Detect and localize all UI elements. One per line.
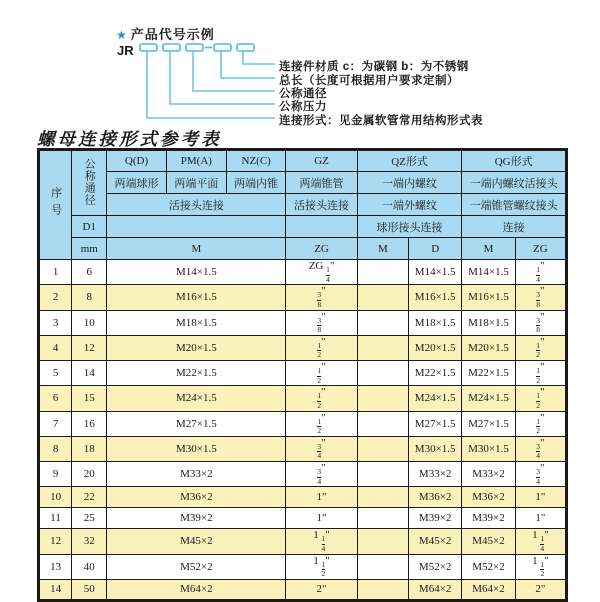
- table-cell: M39×2: [107, 508, 286, 529]
- table-cell: 14: [72, 361, 107, 386]
- table-cell: M22×1.5: [462, 361, 515, 386]
- table-cell: 16: [72, 411, 107, 436]
- table-cell: M20×1.5: [409, 335, 462, 360]
- header-blank-left: [107, 216, 286, 238]
- table-cell: M33×2: [409, 462, 462, 487]
- table-cell: 32: [72, 529, 107, 554]
- table-cell: 3: [39, 310, 72, 335]
- fraction: $\frac{1}{2}$: [536, 366, 540, 385]
- table-cell: M64×2: [107, 579, 286, 600]
- table-cell: $\frac{1}{2}$ ": [515, 386, 566, 411]
- table-cell: $\frac{3}{8}$ ": [286, 310, 357, 335]
- table-cell: 10: [39, 487, 72, 508]
- header-col-nz: NZ(C): [227, 150, 286, 172]
- table-cell: [357, 260, 408, 285]
- fraction: $\frac{1}{4}$: [540, 534, 545, 553]
- table-cell: 1": [515, 487, 566, 508]
- table-cell: $\frac{1}{4}$ ": [515, 260, 566, 285]
- table-cell: 1": [286, 487, 357, 508]
- table-cell: 4: [39, 335, 72, 360]
- table-cell: ZG $\frac{1}{4}$ ": [286, 260, 357, 285]
- table-cell: 6: [72, 260, 107, 285]
- table-cell: 12: [72, 335, 107, 360]
- table-cell: M30×1.5: [462, 436, 515, 461]
- table-cell: 8: [39, 436, 72, 461]
- header-desc-qg2: 一端锥管螺纹接头: [462, 194, 567, 216]
- header-desc-nz: 两端内锥: [227, 172, 286, 194]
- table-cell: M45×2: [462, 529, 515, 554]
- star-icon: ★: [116, 28, 128, 42]
- fraction: $\frac{3}{4}$: [317, 441, 322, 461]
- table-cell: 22: [72, 487, 107, 508]
- table-cell: M14×1.5: [462, 260, 515, 285]
- lead-line-material: [243, 51, 275, 64]
- header-dn: 公称通径: [72, 150, 107, 216]
- table-cell: M16×1.5: [409, 285, 462, 310]
- fraction: $\frac{3}{4}$: [317, 467, 322, 486]
- code-box-5: [237, 44, 254, 51]
- label-nominal-pressure: 公称压力: [279, 101, 327, 113]
- table-cell: M22×1.5: [409, 361, 462, 386]
- table-cell: M30×1.5: [409, 436, 462, 461]
- table-row: [39, 310, 567, 335]
- table-cell: M52×2: [409, 554, 462, 579]
- table-header: [39, 150, 567, 260]
- table-row: [39, 554, 567, 579]
- table-cell: M18×1.5: [409, 310, 462, 335]
- header-col-qz: QZ形式: [357, 150, 462, 172]
- code-box-3: [186, 44, 203, 51]
- table-cell: M33×2: [107, 462, 286, 487]
- table-cell: [357, 361, 408, 386]
- table-cell: 1: [39, 260, 72, 285]
- table-cell: M33×2: [462, 462, 515, 487]
- table-cell: M24×1.5: [107, 386, 286, 411]
- header-col-pm: PM(A): [166, 150, 226, 172]
- table-cell: 1": [286, 508, 357, 529]
- label-nominal-diameter: 公称通径: [279, 88, 327, 100]
- table-cell: 15: [72, 386, 107, 411]
- table-cell: M18×1.5: [462, 310, 515, 335]
- table-cell: 1 $\frac{1}{2}$ ": [286, 554, 357, 579]
- header-col-gz: GZ: [286, 150, 357, 172]
- table-cell: 50: [72, 579, 107, 600]
- table-cell: M39×2: [462, 508, 515, 529]
- table-cell: M16×1.5: [462, 285, 515, 310]
- header-seq: 序号: [39, 150, 72, 260]
- table-cell: M22×1.5: [107, 361, 286, 386]
- table-cell: [357, 335, 408, 360]
- table-cell: 6: [39, 386, 72, 411]
- table-cell: 5: [39, 361, 72, 386]
- fraction: $\frac{3}{8}$: [536, 315, 540, 335]
- fraction: $\frac{1}{2}$: [317, 416, 322, 436]
- table-title: 螺母连接形式参考表: [37, 129, 222, 149]
- table-cell: M36×2: [462, 487, 515, 508]
- table-cell: [357, 411, 408, 436]
- table-row: [39, 462, 567, 487]
- table-cell: $\frac{1}{2}$ ": [515, 361, 566, 386]
- table-cell: M16×1.5: [107, 285, 286, 310]
- header-conn-qz: 球形接头连接: [357, 216, 462, 238]
- table-cell: M27×1.5: [409, 411, 462, 436]
- table-cell: M64×2: [462, 579, 515, 600]
- header-unit-m-qg: M: [462, 238, 515, 260]
- table-cell: 2": [286, 579, 357, 600]
- table-cell: 25: [72, 508, 107, 529]
- table-row: [39, 436, 567, 461]
- table-cell: $\frac{3}{8}$ ": [286, 285, 357, 310]
- lead-line-dn: [193, 51, 275, 91]
- table-cell: $\frac{1}{2}$ ": [286, 411, 357, 436]
- table-cell: 1 $\frac{1}{2}$ ": [515, 554, 566, 579]
- table-row: [39, 285, 567, 310]
- table-row: [39, 260, 567, 285]
- table-cell: M27×1.5: [462, 411, 515, 436]
- table-cell: M27×1.5: [107, 411, 286, 436]
- table-body: [39, 260, 567, 601]
- table-cell: M45×2: [409, 529, 462, 554]
- table-row: [39, 529, 567, 554]
- lead-line-form: [147, 51, 275, 118]
- table-cell: 14: [39, 579, 72, 600]
- header-desc-qz1: 一端内螺纹: [357, 172, 462, 194]
- code-box-4: [214, 44, 231, 51]
- fraction: $\frac{3}{4}$: [536, 467, 540, 486]
- table-row: [39, 386, 567, 411]
- table-cell: 2": [515, 579, 566, 600]
- header-d1: D1: [72, 216, 107, 238]
- table-cell: [357, 462, 408, 487]
- table-cell: 1 $\frac{1}{4}$ ": [515, 529, 566, 554]
- header-conn-qg: 连接: [462, 216, 567, 238]
- table-cell: 20: [72, 462, 107, 487]
- table-cell: [357, 285, 408, 310]
- header-unit-zg-qg: ZG: [515, 238, 566, 260]
- table-cell: [357, 579, 408, 600]
- header-desc-qz2: 一端外螺纹: [357, 194, 462, 216]
- code-box-2: [163, 44, 180, 51]
- table-cell: M20×1.5: [462, 335, 515, 360]
- table-cell: M14×1.5: [107, 260, 286, 285]
- header-blank-gz: [286, 216, 357, 238]
- table-cell: M18×1.5: [107, 310, 286, 335]
- table-cell: 1": [515, 508, 566, 529]
- fraction: $\frac{1}{4}$: [326, 265, 330, 284]
- table-cell: M14×1.5: [409, 260, 462, 285]
- table-cell: M24×1.5: [462, 386, 515, 411]
- code-box-1: [140, 44, 157, 51]
- fraction: $\frac{1}{2}$: [317, 340, 322, 360]
- table-cell: 1 $\frac{1}{4}$ ": [286, 529, 357, 554]
- table-cell: M30×1.5: [107, 436, 286, 461]
- header-mm: mm: [72, 238, 107, 260]
- table-cell: 13: [39, 554, 72, 579]
- table-cell: M45×2: [107, 529, 286, 554]
- header-desc-gz: 两端锥管: [286, 172, 357, 194]
- table-cell: $\frac{3}{8}$ ": [515, 310, 566, 335]
- table-cell: $\frac{3}{4}$ ": [515, 436, 566, 461]
- label-total-length: 总长（长度可根据用户要求定制）: [279, 74, 459, 87]
- header-unit-zg-gz: ZG: [286, 238, 357, 260]
- table-cell: [357, 386, 408, 411]
- table-cell: [357, 529, 408, 554]
- table-row: [39, 335, 567, 360]
- product-code-prefix: JR: [117, 43, 134, 58]
- table-cell: [357, 436, 408, 461]
- table-cell: $\frac{3}{4}$ ": [286, 462, 357, 487]
- header-unit-m-qz: M: [357, 238, 408, 260]
- product-code-heading-text: 产品代号示例: [130, 27, 215, 42]
- fraction: $\frac{1}{4}$: [321, 534, 326, 553]
- table-cell: M52×2: [462, 554, 515, 579]
- header-col-qg: QG形式: [462, 150, 567, 172]
- table-row: [39, 487, 567, 508]
- table-cell: [357, 310, 408, 335]
- table-cell: $\frac{1}{2}$ ": [286, 386, 357, 411]
- table-cell: M64×2: [409, 579, 462, 600]
- table-cell: 12: [39, 529, 72, 554]
- header-unit-m-left: M: [107, 238, 286, 260]
- table-cell: 40: [72, 554, 107, 579]
- table-row: [39, 508, 567, 529]
- fraction: $\frac{1}{2}$: [536, 340, 540, 360]
- table-cell: M20×1.5: [107, 335, 286, 360]
- fraction: $\frac{3}{8}$: [536, 290, 540, 309]
- table-cell: 2: [39, 285, 72, 310]
- header-desc-qd: 两端球形: [107, 172, 166, 194]
- label-material: 连接件材质 c：为碳钢 b：为不锈钢: [279, 61, 469, 73]
- table-cell: M36×2: [107, 487, 286, 508]
- fraction: $\frac{1}{2}$: [317, 391, 322, 410]
- fraction: $\frac{3}{8}$: [317, 315, 322, 335]
- table-cell: $\frac{3}{4}$ ": [286, 436, 357, 461]
- nut-connection-table: [37, 148, 568, 602]
- header-desc-pm: 两端平面: [166, 172, 226, 194]
- table-cell: M24×1.5: [409, 386, 462, 411]
- table-row: [39, 411, 567, 436]
- fraction: $\frac{1}{2}$: [317, 366, 322, 385]
- header-desc-qg1: 一端内螺纹活接头: [462, 172, 567, 194]
- table-cell: $\frac{1}{2}$ ": [515, 335, 566, 360]
- table-cell: 8: [72, 285, 107, 310]
- fraction: $\frac{1}{2}$: [540, 559, 545, 579]
- table-cell: $\frac{1}{2}$ ": [286, 361, 357, 386]
- fraction: $\frac{1}{2}$: [321, 559, 326, 579]
- table-cell: 10: [72, 310, 107, 335]
- header-unit-d-qz: D: [409, 238, 462, 260]
- product-code-heading: [116, 24, 215, 43]
- header-col-qd: Q(D): [107, 150, 166, 172]
- fraction: $\frac{3}{8}$: [317, 290, 322, 309]
- fraction: $\frac{1}{4}$: [536, 265, 540, 284]
- table-cell: $\frac{1}{2}$ ": [286, 335, 357, 360]
- table-cell: [357, 487, 408, 508]
- table-cell: 11: [39, 508, 72, 529]
- table-cell: 18: [72, 436, 107, 461]
- table-cell: M39×2: [409, 508, 462, 529]
- fraction: $\frac{1}{2}$: [536, 416, 540, 436]
- fraction: $\frac{1}{2}$: [536, 391, 540, 410]
- table-row: [39, 361, 567, 386]
- label-connection-form: 连接形式：见金属软管常用结构形式表: [279, 115, 483, 127]
- table-cell: $\frac{3}{4}$ ": [515, 462, 566, 487]
- fraction: $\frac{3}{4}$: [536, 441, 540, 461]
- table-cell: 7: [39, 411, 72, 436]
- table-cell: [357, 554, 408, 579]
- header-conn-gz: 活接头连接: [286, 194, 357, 216]
- table-cell: M36×2: [409, 487, 462, 508]
- header-conn-left: 活接头连接: [107, 194, 286, 216]
- table-row: [39, 579, 567, 600]
- table-cell: M52×2: [107, 554, 286, 579]
- table-cell: $\frac{1}{2}$ ": [515, 411, 566, 436]
- table-cell: $\frac{3}{8}$ ": [515, 285, 566, 310]
- table-cell: 9: [39, 462, 72, 487]
- table-cell: [357, 508, 408, 529]
